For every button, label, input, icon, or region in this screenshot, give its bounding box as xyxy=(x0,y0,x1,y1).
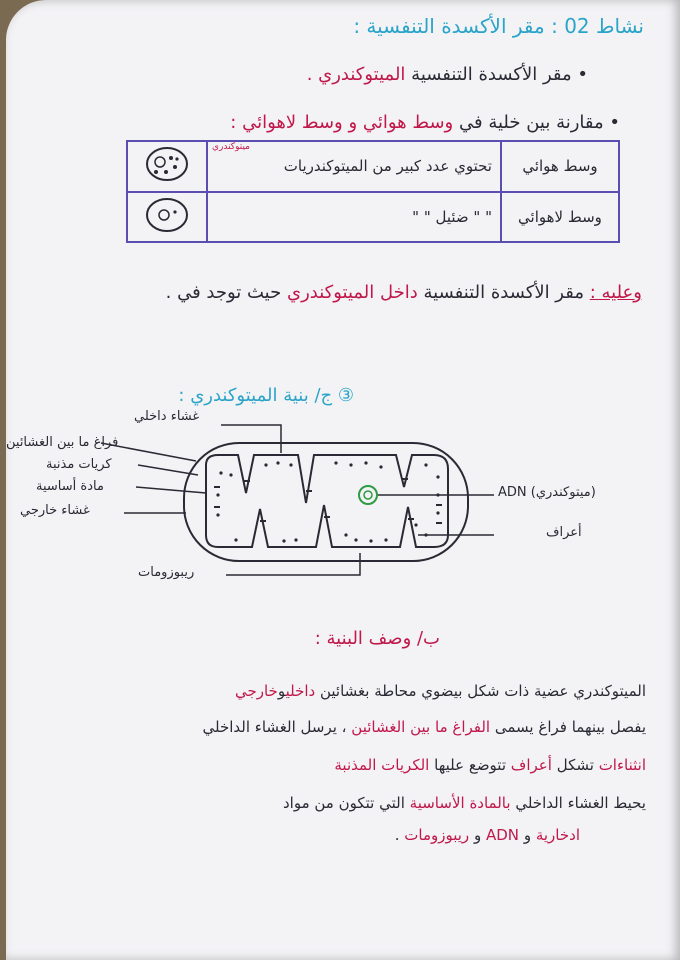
structure-title: ③ ج/ بنية الميتوكندري : xyxy=(178,385,354,406)
d4-text-b: التي تتكون من مواد xyxy=(282,794,405,812)
label-intermembrane-space: فراغ ما بين الغشائين xyxy=(6,435,119,450)
table-cell-description: تحتوي عدد كبير من الميتوكندريات xyxy=(207,141,501,192)
d1-text-b: و xyxy=(277,682,286,700)
label-outer-membrane: غشاء خارجي xyxy=(20,503,90,518)
table-cell-medium: وسط لاهوائي xyxy=(501,192,619,243)
table-cell-drawing xyxy=(127,192,207,243)
intro-line-2-highlight: وسط هوائي و وسط لاهوائي : xyxy=(230,112,454,133)
intro-line-1-highlight: الميتوكندري . xyxy=(306,64,406,85)
d3-red-a: انثناءات xyxy=(598,756,646,774)
description-line-3 xyxy=(334,756,646,774)
table-cell-drawing xyxy=(127,141,207,192)
d4-text-a: يحيط الغشاء الداخلي xyxy=(515,794,646,812)
description-line-5 xyxy=(395,826,580,844)
label-matrix: مادة أساسية xyxy=(36,479,104,494)
d1-text-a: الميتوكندري عضية ذات شكل بيضوي محاطة بغشائين xyxy=(319,682,646,700)
d3-red-c: الكريات المذنبة xyxy=(334,756,430,774)
table-annotation: ميتوكندري xyxy=(211,142,250,152)
intro-line-1 xyxy=(307,64,588,86)
label-inner-membrane: غشاء داخلي xyxy=(134,409,200,424)
label-adn: ADN (ميتوكندري) xyxy=(498,485,596,500)
d5-text-a: و xyxy=(523,826,532,844)
conclusion-text: مقر الأكسدة التنفسية xyxy=(423,282,584,303)
d2-text-b: ، يرسل الغشاء الداخلي xyxy=(202,718,347,736)
d5-red-b: ADN xyxy=(485,826,520,844)
table-row xyxy=(127,141,619,192)
conclusion-line xyxy=(166,282,642,304)
description-line-4 xyxy=(283,794,646,812)
comparison-table xyxy=(126,140,620,243)
d3-red-b: أعراف xyxy=(510,756,552,774)
table-cell-description: " " ضئيل " " xyxy=(207,192,501,243)
conclusion-tail: حيث توجد في . xyxy=(165,282,282,303)
description-line-1 xyxy=(235,682,646,700)
cell-many-mitochondria-icon xyxy=(144,145,190,183)
d1-red-a: داخلي xyxy=(285,682,316,700)
d2-red: الفراغ ما بين الغشائين xyxy=(351,718,491,736)
description-title: ب/ وصف البنية : xyxy=(314,628,440,649)
d5-red-c: ريبوزومات xyxy=(404,826,470,844)
d5-text-c: . xyxy=(394,826,400,844)
d3-text-a: تشكل xyxy=(556,756,594,774)
d5-red-a: ادخارية xyxy=(535,826,580,844)
conclusion-label: وعليه : xyxy=(589,282,642,303)
d1-red-b: خارجي xyxy=(234,682,278,700)
d3-text-b: تتوضع عليها xyxy=(434,756,507,774)
activity-title: نشاط 02 : مقر الأكسدة التنفسية : xyxy=(353,14,644,38)
d5-text-b: و xyxy=(473,826,482,844)
label-spherical-particles: كريات مذنبة xyxy=(46,457,112,472)
intro-line-2 xyxy=(230,112,620,134)
notebook-page xyxy=(6,0,680,960)
intro-line-2-text: • مقارنة بين خلية في xyxy=(458,112,620,133)
mitochondrion-diagram xyxy=(6,395,680,595)
table-cell-medium: وسط هوائي xyxy=(501,141,619,192)
conclusion-highlight: داخل الميتوكندري xyxy=(286,282,418,303)
intro-line-1-text: • مقر الأكسدة التنفسية xyxy=(411,64,588,85)
d4-red: بالمادة الأساسية xyxy=(409,794,511,812)
table-row xyxy=(127,192,619,243)
cell-few-mitochondria-icon xyxy=(144,196,190,234)
description-line-2 xyxy=(202,718,646,736)
label-ribosomes: ريبوزومات xyxy=(138,565,195,580)
d2-text-a: يفصل بينهما فراغ يسمى xyxy=(494,718,646,736)
label-cristae: أعراف xyxy=(546,525,582,540)
